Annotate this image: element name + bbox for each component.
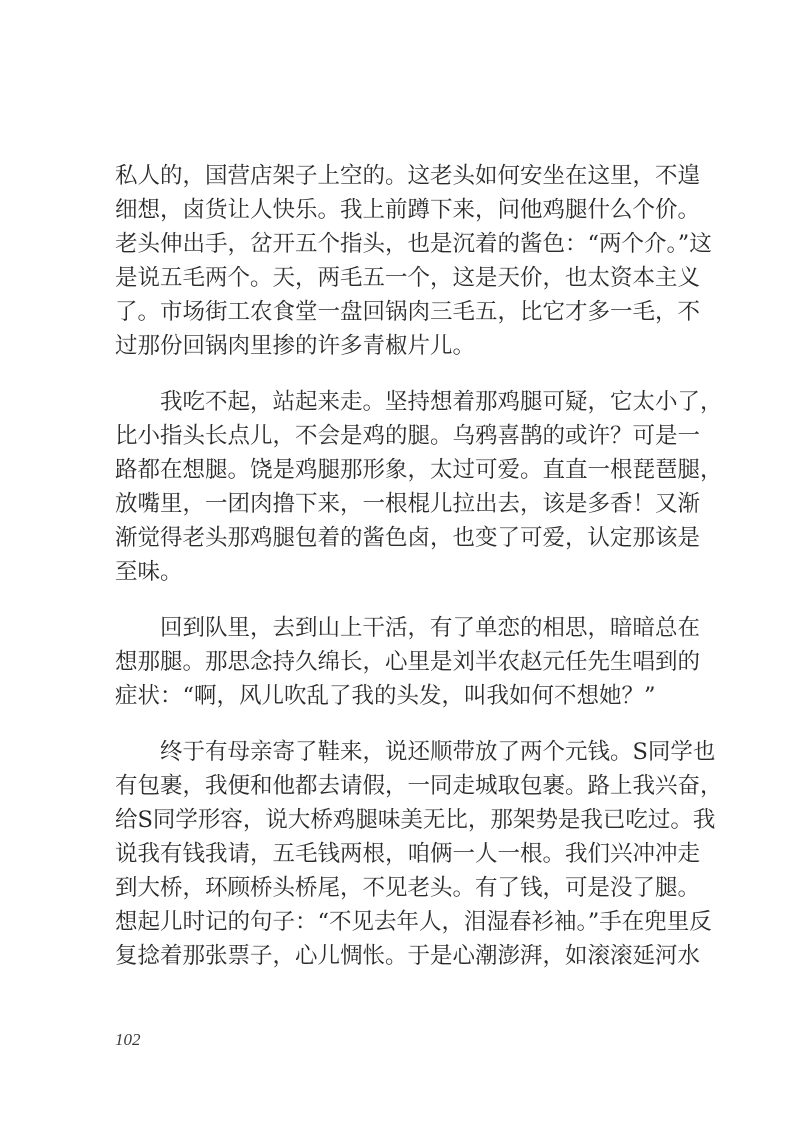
page-number: 102 [115, 1030, 141, 1049]
text-line: 过那份回锅肉里掺的许多青椒片儿。 [115, 333, 476, 359]
text-line: 说我有钱我请，五毛钱两根，咱俩一人一根。我们兴冲冲走 [115, 841, 701, 867]
text-line: 私人的，国营店架子上空的。这老头如何安坐在这里，不遑 [115, 163, 701, 189]
text-line: 路都在想腿。饶是鸡腿那形象，太过可爱。直直一根琵琶腿， [115, 457, 723, 483]
text-line: 细想，卤货让人快乐。我上前蹲下来，问他鸡腿什么个价。 [115, 197, 701, 223]
text-line: 终于有母亲寄了鞋来，说还顺带放了两个元钱。S同学也 [115, 739, 716, 765]
text-line: 至味。 [115, 559, 183, 585]
text-line: 想起儿时记的句子：“不见去年人，泪湿春衫袖。”手在兜里反 [115, 909, 712, 935]
text-line: 我吃不起，站起来走。坚持想着那鸡腿可疑，它太小了， [115, 389, 723, 415]
text-line: 放嘴里，一团肉撸下来，一根棍儿拉出去，该是多香！又渐 [115, 491, 701, 517]
text-line: 是说五毛两个。天，两毛五一个，这是天价，也太资本主义 [115, 265, 701, 291]
text-line: 到大桥，环顾桥头桥尾，不见老头。有了钱，可是没了腿。 [115, 875, 701, 901]
text-line: 想那腿。那思念持久绵长，心里是刘半农赵元任先生唱到的 [115, 649, 701, 675]
text-line: 渐觉得老头那鸡腿包着的酱色卤，也变了可爱，认定那该是 [115, 525, 701, 551]
text-line: 有包裹，我便和他都去请假，一同走城取包裹。路上我兴奋， [115, 773, 723, 799]
text-line: 复捻着那张票子，心儿惆怅。于是心潮澎湃，如滚滚延河水 [115, 943, 701, 969]
text-line: 老头伸出手，岔开五个指头，也是沉着的酱色：“两个介。”这 [115, 231, 712, 257]
text-line: 给S同学形容，说大桥鸡腿味美无比，那架势是我已吃过。我 [115, 807, 716, 833]
text-line: 回到队里，去到山上干活，有了单恋的相思，暗暗总在 [115, 615, 701, 641]
text-line: 比小指头长点儿，不会是鸡的腿。乌鸦喜鹊的或许？可是一 [115, 423, 701, 449]
text-line: 症状：“啊，风儿吹乱了我的头发，叫我如何不想她？” [115, 683, 656, 709]
text-line: 了。市场街工农食堂一盘回锅肉三毛五，比它才多一毛，不 [115, 299, 701, 325]
